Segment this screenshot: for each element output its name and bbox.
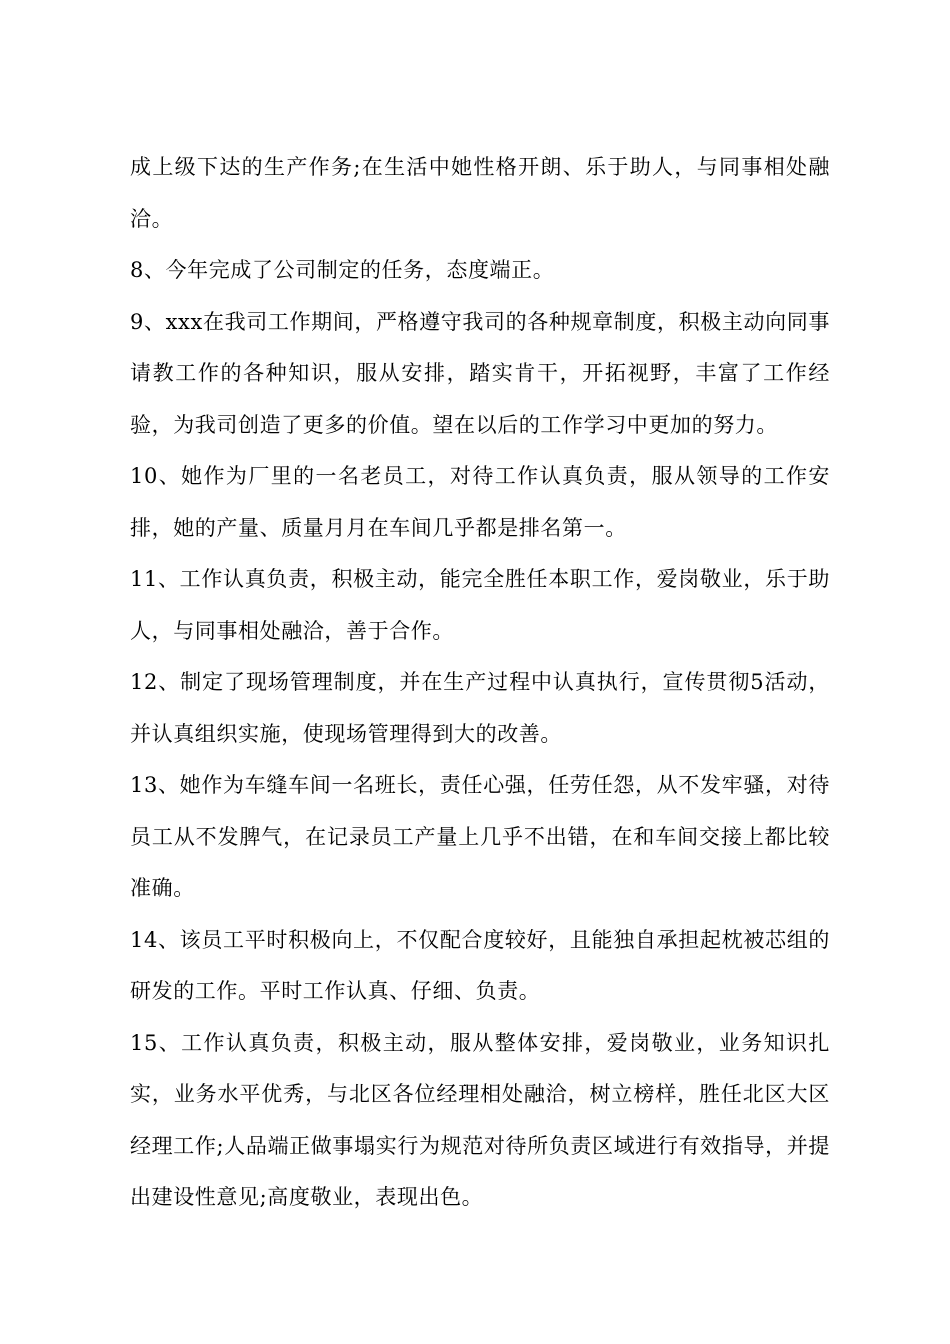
document-body [130, 142, 830, 1224]
paragraph-13: 13、她作为车缝车间一名班长，责任心强，任劳任怨，从不发牢骚，对待员工从不发脾气，在记录员工产量上几乎不出错，在和车间交接上都比较准确。 [130, 773, 830, 900]
paragraph-12: 12、制定了现场管理制度，并在生产过程中认真执行，宣传贯彻5活动，并认真组织实施，使现场管理得到大的改善。 [130, 670, 830, 746]
paragraph-continuation: 成上级下达的生产作务;在生活中她性格开朗、乐于助人，与同事相处融洽。 [130, 155, 830, 231]
paragraph-11: 11、工作认真负责，积极主动，能完全胜任本职工作，爱岗敬业，乐于助人，与同事相处融洽，善于合作。 [130, 567, 830, 643]
paragraph-9: 9、xxx在我司工作期间，严格遵守我司的各种规章制度，积极主动向同事请教工作的各种知识，服从安排，踏实肯干，开拓视野，丰富了工作经验，为我司创造了更多的价值。望在以后的工作学习中更加的努力。 [130, 309, 830, 437]
paragraph-10: 10、她作为厂里的一名老员工，对待工作认真负责，服从领导的工作安排，她的产量、质量月月在车间几乎都是排名第一。 [130, 464, 830, 540]
paragraph-8: 8、今年完成了公司制定的任务，态度端正。 [130, 258, 555, 282]
paragraph-15: 15、工作认真负责，积极主动，服从整体安排，爱岗敬业，业务知识扎实，业务水平优秀，与北区各位经理相处融洽，树立榜样，胜任北区大区经理工作;人品端正做事塌实行为规范对待所负责区域进行有效指导，并提出建设性意见;高度敬业，表现出色。 [130, 1030, 830, 1209]
paragraph-14: 14、该员工平时积极向上，不仅配合度较好，且能独自承担起枕被芯组的研发的工作。平时工作认真、仔细、负责。 [130, 927, 830, 1003]
